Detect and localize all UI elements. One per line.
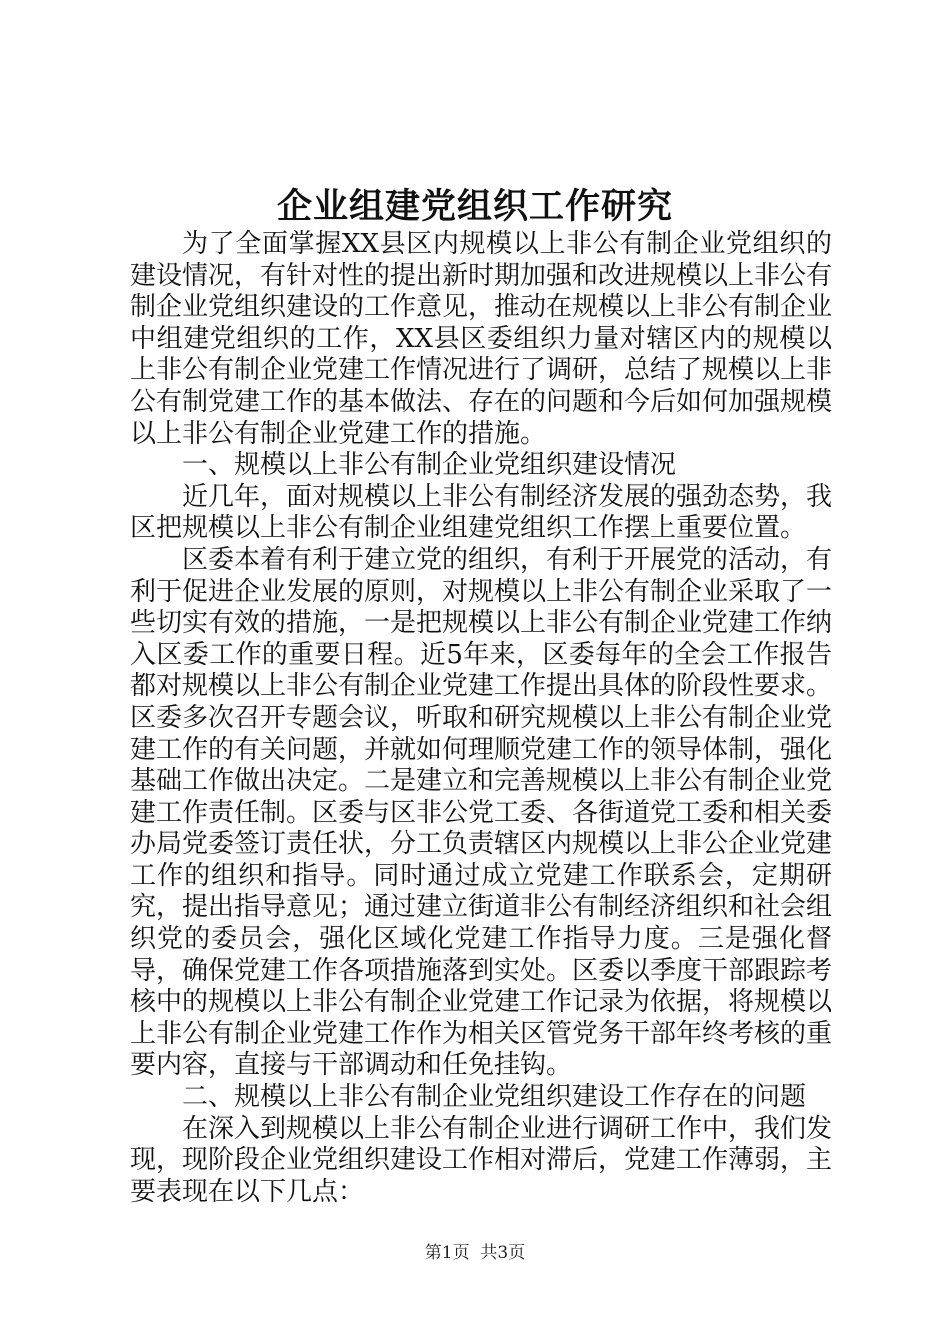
document-body <box>130 229 832 1208</box>
body-paragraph: 区委本着有利于建立党的组织，有利于开展党的活动，有利于促进企业发展的原则，对规模以上非公有制企业采取了一些切实有效的措施，一是把规模以上非公有制企业党建工作纳入区委工作的重要日程。近5年来，区委每年的全会工作报告都对规模以上非公有制企业党建工作提出具体的阶段性要求。区委多次召开专题会议，听取和研究规模以上非公有制企业党建工作的有关问题，并就如何理顺党建工作的领导体制，强化基础工作做出决定。二是建立和完善规模以上非公有制企业党建工作责任制。区委与区非公党工委、各街道党工委和相关委办局党委签订责任状，分工负责辖区内规模以上非公企业党建工作的组织和指导。同时通过成立党建工作联系会，定期研究，提出指导意见；通过建立街道非公有制经济组织和社会组织党的委员会，强化区域化党建工作指导力度。三是强化督导，确保党建工作各项措施落到实处。区委以季度干部跟踪考核中的规模以上非公有制企业党建工作记录为依据，将规模以上非公有制企业党建工作作为相关区管党务干部年终考核的重要内容，直接与干部调动和任免挂钩。 <box>130 544 833 1081</box>
page-footer <box>0 1241 950 1265</box>
body-paragraph: 在深入到规模以上非公有制企业进行调研工作中，我们发现，现阶段企业党组织建设工作相对滞后，党建工作薄弱，主要表现在以下几点： <box>130 1113 833 1207</box>
section-heading-1: 一、规模以上非公有制企业党组织建设情况 <box>182 450 677 481</box>
section-heading-2: 二、规模以上非公有制企业党组织建设工作存在的问题 <box>182 1082 807 1113</box>
body-paragraph: 近几年，面对规模以上非公有制经济发展的强劲态势，我区把规模以上非公有制企业组建党组织工作摆上重要位置。 <box>130 481 833 544</box>
page-number: 第1页 共3页 <box>424 1243 526 1263</box>
document-title: 企业组建党组织工作研究 <box>276 186 673 227</box>
intro-paragraph: 为了全面掌握XX县区内规模以上非公有制企业党组织的建设情况，有针对性的提出新时期加强和改进规模以上非公有制企业党组织建设的工作意见，推动在规模以上非公有制企业中组建党组织的工作，XX县区委组织力量对辖区内的规模以上非公有制企业党建工作情况进行了调研，总结了规模以上非公有制党建工作的基本做法、存在的问题和今后如何加强规模以上非公有制企业党建工作的措施。 <box>130 229 833 449</box>
